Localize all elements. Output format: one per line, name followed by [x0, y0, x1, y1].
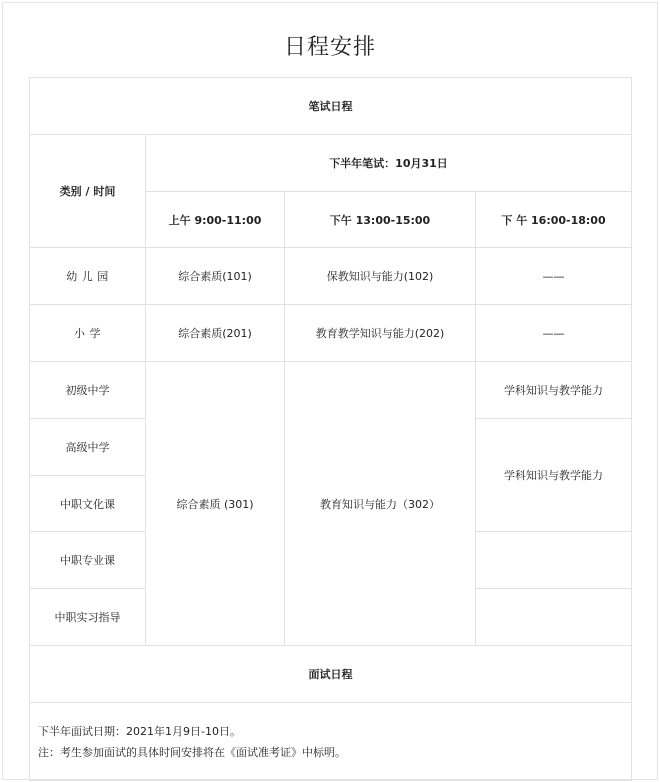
- category-vocational-major: 中职专业课: [30, 532, 146, 589]
- kindergarten-evening-subject: ——: [476, 248, 632, 305]
- header-row-date: [30, 135, 632, 192]
- header-exam-date: 下半年笔试：10月31日: [146, 135, 632, 192]
- table-row-kindergarten: [30, 248, 632, 305]
- header-corner-cell: 类别 / 时间: [30, 135, 146, 248]
- category-senior-middle: 高级中学: [30, 419, 146, 476]
- interview-date-line: 下半年面试日期：2021年1月9日-10日。: [38, 724, 241, 738]
- category-vocational-practice: 中职实习指导: [30, 589, 146, 646]
- header-period-evening: 下 午 16:00-18:00: [476, 192, 632, 248]
- category-junior-middle: 初级中学: [30, 362, 146, 419]
- secondary-morning-subject: 综合素质 (301): [146, 362, 285, 646]
- interview-section-header-row: [30, 646, 632, 703]
- vocational-practice-evening-empty: [476, 589, 632, 646]
- category-vocational-culture: 中职文化课: [30, 476, 146, 532]
- schedule-table: [29, 77, 632, 781]
- kindergarten-afternoon-subject: 保教知识与能力(102): [285, 248, 476, 305]
- header-period-morning: 上午 9:00-11:00: [146, 192, 285, 248]
- interview-note-line: 注：考生参加面试的具体时间安排将在《面试准考证》中标明。: [38, 745, 346, 759]
- category-kindergarten: 幼 儿 园: [30, 248, 146, 305]
- junior-middle-evening-subject: 学科知识与教学能力: [476, 362, 632, 419]
- written-section-header-row: [30, 78, 632, 135]
- interview-notes-row: [30, 703, 632, 781]
- page-title: 日程安排: [283, 35, 376, 60]
- primary-morning-subject: 综合素质(201): [146, 305, 285, 362]
- header-period-afternoon: 下午 13:00-15:00: [285, 192, 476, 248]
- senior-middle-evening-subject: 学科知识与教学能力: [476, 419, 632, 532]
- kindergarten-morning-subject: 综合素质(101): [146, 248, 285, 305]
- primary-afternoon-subject: 教育教学知识与能力(202): [285, 305, 476, 362]
- secondary-afternoon-subject: 教育知识与能力（302）: [285, 362, 476, 646]
- table-row-junior-middle: [30, 362, 632, 419]
- category-primary: 小 学: [30, 305, 146, 362]
- written-section-title: 笔试日程: [30, 78, 632, 135]
- table-row-primary: [30, 305, 632, 362]
- vocational-major-evening-empty: [476, 532, 632, 589]
- interview-section-title: 面试日程: [30, 646, 632, 703]
- interview-notes-cell: [30, 703, 632, 781]
- primary-evening-subject: ——: [476, 305, 632, 362]
